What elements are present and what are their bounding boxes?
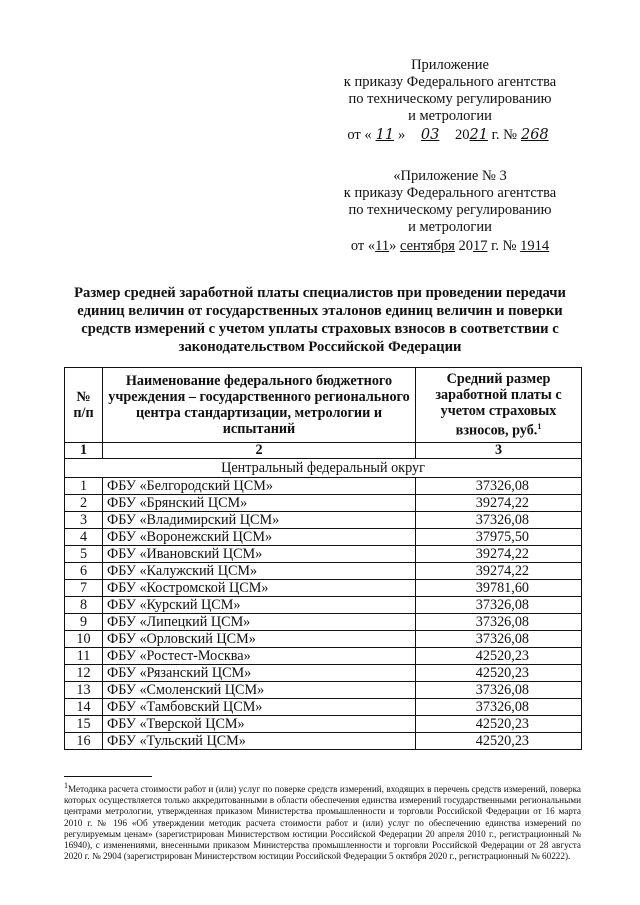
- institution-name: ФБУ «Ивановский ЦСМ»: [103, 546, 416, 563]
- appendix-header: [300, 57, 600, 144]
- row-number: 7: [65, 580, 103, 597]
- row-number: 13: [65, 682, 103, 699]
- handwritten-year: 21: [469, 127, 488, 143]
- salary-value: 39274,22: [416, 546, 582, 563]
- table-header-row: [65, 368, 582, 443]
- order-number: 1914: [520, 238, 550, 254]
- order-ref-line: и метрологии: [408, 219, 492, 235]
- row-number: 9: [65, 614, 103, 631]
- table-row: [65, 716, 582, 733]
- institution-name: ФБУ «Костромской ЦСМ»: [103, 580, 416, 597]
- institution-name: ФБУ «Брянский ЦСМ»: [103, 495, 416, 512]
- salary-value: 37326,08: [416, 614, 582, 631]
- table-row: [65, 512, 582, 529]
- order-date-line: от « 11 » 03 2021 г. № 268: [300, 127, 600, 144]
- institution-name: ФБУ «Владимирский ЦСМ»: [103, 512, 416, 529]
- column-number: 3: [416, 443, 582, 459]
- salary-value: 39274,22: [416, 495, 582, 512]
- institution-name: ФБУ «Калужский ЦСМ»: [103, 563, 416, 580]
- salary-value: 39274,22: [416, 563, 582, 580]
- appendix-3-header: [300, 168, 600, 255]
- salary-value: 39781,60: [416, 580, 582, 597]
- table-row: [65, 614, 582, 631]
- row-number: 2: [65, 495, 103, 512]
- row-number: 3: [65, 512, 103, 529]
- order-year: 17: [473, 238, 488, 254]
- institution-name: ФБУ «Тамбовский ЦСМ»: [103, 699, 416, 716]
- table-row: [65, 699, 582, 716]
- salary-value: 37326,08: [416, 699, 582, 716]
- column-number: 2: [103, 443, 416, 459]
- column-number: 1: [65, 443, 103, 459]
- institution-name: ФБУ «Тверской ЦСМ»: [103, 716, 416, 733]
- row-number: 16: [65, 733, 103, 750]
- row-number: 15: [65, 716, 103, 733]
- district-row: [65, 459, 582, 478]
- footnote-mark: 1: [64, 781, 68, 790]
- salary-value: 37326,08: [416, 512, 582, 529]
- order-ref-line: к приказу Федерального агентства: [343, 185, 557, 201]
- column-header-salary: Средний размер заработной платы с учетом страховых взносов, руб.$^1$: [416, 368, 582, 443]
- appendix-label: Приложение: [411, 57, 489, 73]
- salary-value: 37326,08: [416, 478, 582, 495]
- institution-name: ФБУ «Орловский ЦСМ»: [103, 631, 416, 648]
- row-number: 11: [65, 648, 103, 665]
- row-number: 5: [65, 546, 103, 563]
- institution-name: ФБУ «Воронежский ЦСМ»: [103, 529, 416, 546]
- institution-name: ФБУ «Ростест-Москва»: [103, 648, 416, 665]
- appendix-label: «Приложение № 3: [393, 168, 507, 184]
- institution-name: ФБУ «Липецкий ЦСМ»: [103, 614, 416, 631]
- table-row: [65, 529, 582, 546]
- handwritten-month: 03: [420, 127, 440, 143]
- row-number: 6: [65, 563, 103, 580]
- salary-value: 37326,08: [416, 597, 582, 614]
- row-number: 8: [65, 597, 103, 614]
- salary-value: 37326,08: [416, 682, 582, 699]
- row-number: 10: [65, 631, 103, 648]
- table-row: [65, 597, 582, 614]
- institution-name: ФБУ «Смоленский ЦСМ»: [103, 682, 416, 699]
- handwritten-day: 11: [375, 127, 395, 143]
- footnote-mark: 1: [537, 422, 542, 432]
- table-row: [65, 665, 582, 682]
- table-row: [65, 495, 582, 512]
- footnote: [64, 780, 581, 862]
- order-day: 11: [375, 238, 390, 254]
- row-number: 1: [65, 478, 103, 495]
- table-row: [65, 580, 582, 597]
- order-ref-line: по техническому регулированию: [348, 202, 552, 218]
- row-number: 14: [65, 699, 103, 716]
- table-row: [65, 733, 582, 750]
- column-header-number: № п/п: [65, 368, 103, 443]
- order-ref-line: и метрологии: [408, 108, 492, 124]
- table-row: [65, 631, 582, 648]
- institution-name: ФБУ «Рязанский ЦСМ»: [103, 665, 416, 682]
- table-row: [65, 682, 582, 699]
- footnote-text: Методика расчета стоимости работ и (или) услуг по поверке средств измерений, входящих в перечень средств измерений, поверка которых осуществляется только аккредитованными в области обеспечения единства измерений государственными региональными центрами метрологии, утвержденная приказом Министерства промышленности и торговли Российской Федерации от 16 марта 2010 г. № 196 «Об утверждении методик расчета стоимости работ и (или) услуг по обеспечению единства измерений по регулируемым ценам» (зарегистрирован Министерством юстиции Российской Федерации 20 апреля 2010 г., регистрационный № 16940), с изменениями, внесенными приказом Министерства промышленности и торговли Российской Федерации от 28 августа 2020 г. № 2904 (зарегистрирован Министерством юстиции Российской Федерации 5 октября 2020 г., регистрационный № 60222).: [64, 784, 581, 862]
- table-row: [65, 478, 582, 495]
- row-number: 4: [65, 529, 103, 546]
- salary-value: 42520,23: [416, 665, 582, 682]
- salary-value: 42520,23: [416, 716, 582, 733]
- table-row: [65, 648, 582, 665]
- order-date-line: от «11» сентября 2017 г. № 1914: [350, 238, 550, 254]
- salary-value: 37975,50: [416, 529, 582, 546]
- table-row: [65, 563, 582, 580]
- order-month: сентября: [399, 238, 455, 254]
- row-number: 12: [65, 665, 103, 682]
- footnote-divider: [64, 776, 152, 777]
- table-row: [65, 546, 582, 563]
- institution-name: ФБУ «Тульский ЦСМ»: [103, 733, 416, 750]
- district-name: Центральный федеральный округ: [65, 459, 582, 478]
- salary-value: 42520,23: [416, 733, 582, 750]
- document-title: Размер средней заработной платы специалистов при проведении передачи единиц величин от государственных эталонов единиц величин и поверки средств измерений с учетом уплаты страховых взносов в соответствии с законодательством Российской Федерации: [74, 285, 566, 355]
- column-header-institution: Наименование федерального бюджетного учреждения – государственного регионального центра стандартизации, метрологии и испытаний: [103, 368, 416, 443]
- order-ref-line: по техническому регулированию: [348, 91, 552, 107]
- salary-value: 37326,08: [416, 631, 582, 648]
- institution-name: ФБУ «Курский ЦСМ»: [103, 597, 416, 614]
- order-ref-line: к приказу Федерального агентства: [343, 74, 557, 90]
- handwritten-number: 268: [520, 127, 549, 143]
- institution-name: ФБУ «Белгородский ЦСМ»: [103, 478, 416, 495]
- salary-value: 42520,23: [416, 648, 582, 665]
- salary-table: [64, 367, 582, 750]
- column-number-row: [65, 443, 582, 459]
